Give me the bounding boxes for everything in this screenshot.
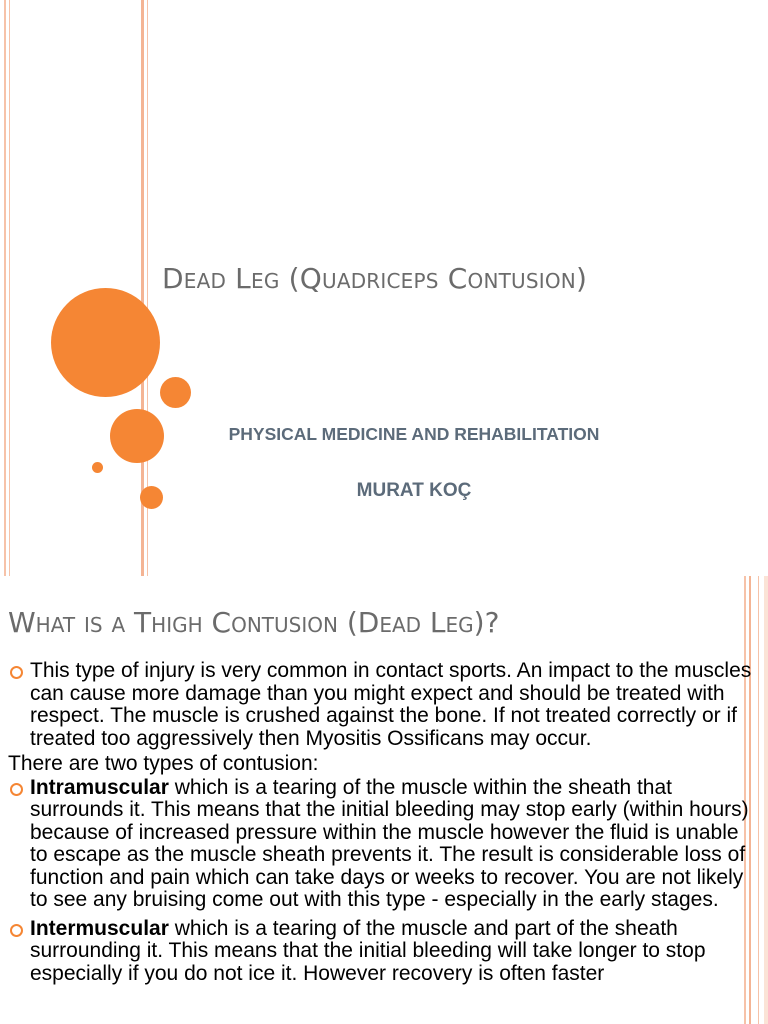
types-heading: There are two types of contusion: <box>8 752 319 775</box>
decorative-stripe <box>758 576 759 1024</box>
decorative-circle-tiny <box>92 462 103 473</box>
slide-title: What is a Thigh Contusion (Dead Leg)? <box>8 606 500 639</box>
bullet-intermuscular <box>8 918 756 986</box>
decorative-stripe <box>764 576 768 1024</box>
content-slide <box>0 576 768 1024</box>
department-subtitle: PHYSICAL MEDICINE AND REHABILITATION <box>228 424 600 444</box>
bullet-circle-icon <box>10 783 23 796</box>
slide-title: Dead Leg (Quadriceps Contusion) <box>162 262 588 295</box>
slide-body <box>8 660 756 985</box>
bullet-intramuscular <box>8 777 756 912</box>
decorative-circle-large <box>51 288 160 397</box>
decorative-circle-small <box>160 377 191 408</box>
bullet-text: This type of injury is very common in contact sports. An impact to the muscles can cause more damage than you might expect and should be treated with respect. The muscle is crushed against the bone. If not treated correctly or if treated too aggressively then Myositis Ossificans may occur. <box>30 659 752 750</box>
bullet-text: which is a tearing of the muscle and part of the sheath surrounding it. This means that the initial bleeding will take longer to stop especially if you do not ice it. However recovery is often faster <box>30 916 706 985</box>
term-label: Intermuscular <box>30 916 169 940</box>
author-name: MURAT KOÇ <box>356 480 472 501</box>
bullet-circle-icon <box>10 924 23 937</box>
term-label: Intramuscular <box>30 775 169 799</box>
bullet-circle-icon <box>10 666 23 679</box>
bullet-intro <box>8 660 756 750</box>
bullet-text: which is a tearing of the muscle within the sheath that surrounds it. This means that the initial bleeding may stop early (within hours) because of increased pressure within the muscle however the fluid is unable to escape as the muscle sheath prevents it. The result is considerable loss of function and pain which can take days or weeks to recover. You are not likely to see any bruising come out with this type - especially in the early stages. <box>30 775 749 911</box>
